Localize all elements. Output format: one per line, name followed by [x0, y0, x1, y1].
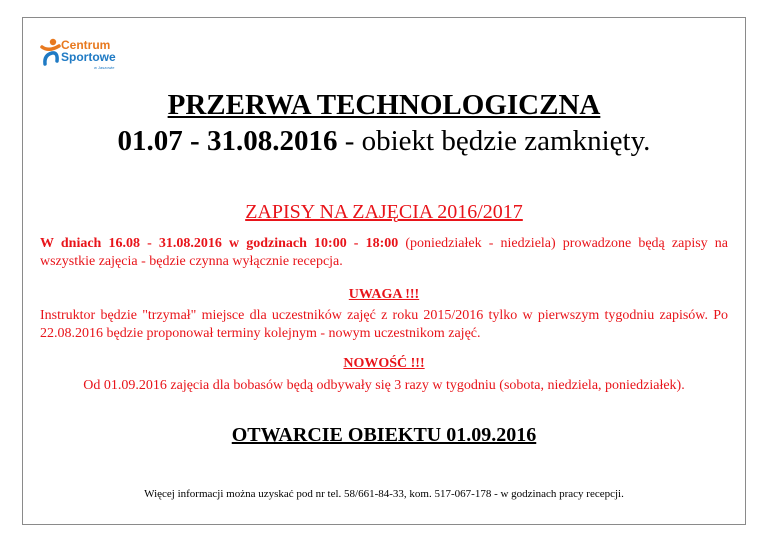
news-heading: NOWOŚĆ !!!: [343, 356, 425, 371]
logo-wordmark: [61, 39, 116, 63]
enrollment-heading: ZAPISY NA ZAJĘCIA 2016/2017: [245, 201, 523, 223]
news-paragraph: Od 01.09.2016 zajęcia dla bobasów będą odbywały się 3 razy w tygodniu (sobota, niedziela, poniedziałek).: [83, 378, 685, 393]
enrollment-dates: W dniach 16.08 - 31.08.2016 w godzinach 10:00 - 18:00: [40, 236, 399, 251]
notice-heading: UWAGA !!!: [348, 287, 420, 302]
closure-dates: 01.07 - 31.08.2016: [117, 125, 338, 157]
notice-paragraph: Instruktor będzie "trzymał" miejsce dla uczestników zajęć z roku 2015/2016 tylko w pierwszym tygodniu zapisów. Po 22.08.2016 będzie proponował terminy kolejnym - nowym uczestnikom zajęć.: [40, 308, 728, 341]
closure-suffix: - obiekt będzie zamknięty.: [337, 125, 651, 157]
enrollment-text: (poniedziałek - niedziela) prowadzone będą zapisy na wszystkie zajęcia - będzie czynna wyłącznie recepcja.: [40, 236, 728, 269]
closure-dates-line: [0, 124, 768, 158]
logo-tagline: w Jaszowie: [94, 65, 115, 70]
logo-figure-icon: [40, 37, 62, 67]
footer-contact: Więcej informacji można uzyskać pod nr tel. 58/661-84-33, kom. 517-067-178 - w godzinach pracy recepcji.: [144, 488, 624, 500]
main-heading: PRZERWA TECHNOLOGICZNA: [167, 89, 601, 121]
logo-line-1: Centrum: [61, 38, 111, 52]
logo: [40, 37, 140, 69]
logo-line-2: Sportowe: [61, 50, 116, 64]
enrollment-paragraph: [40, 235, 728, 271]
opening-heading: OTWARCIE OBIEKTU 01.09.2016: [231, 424, 537, 446]
